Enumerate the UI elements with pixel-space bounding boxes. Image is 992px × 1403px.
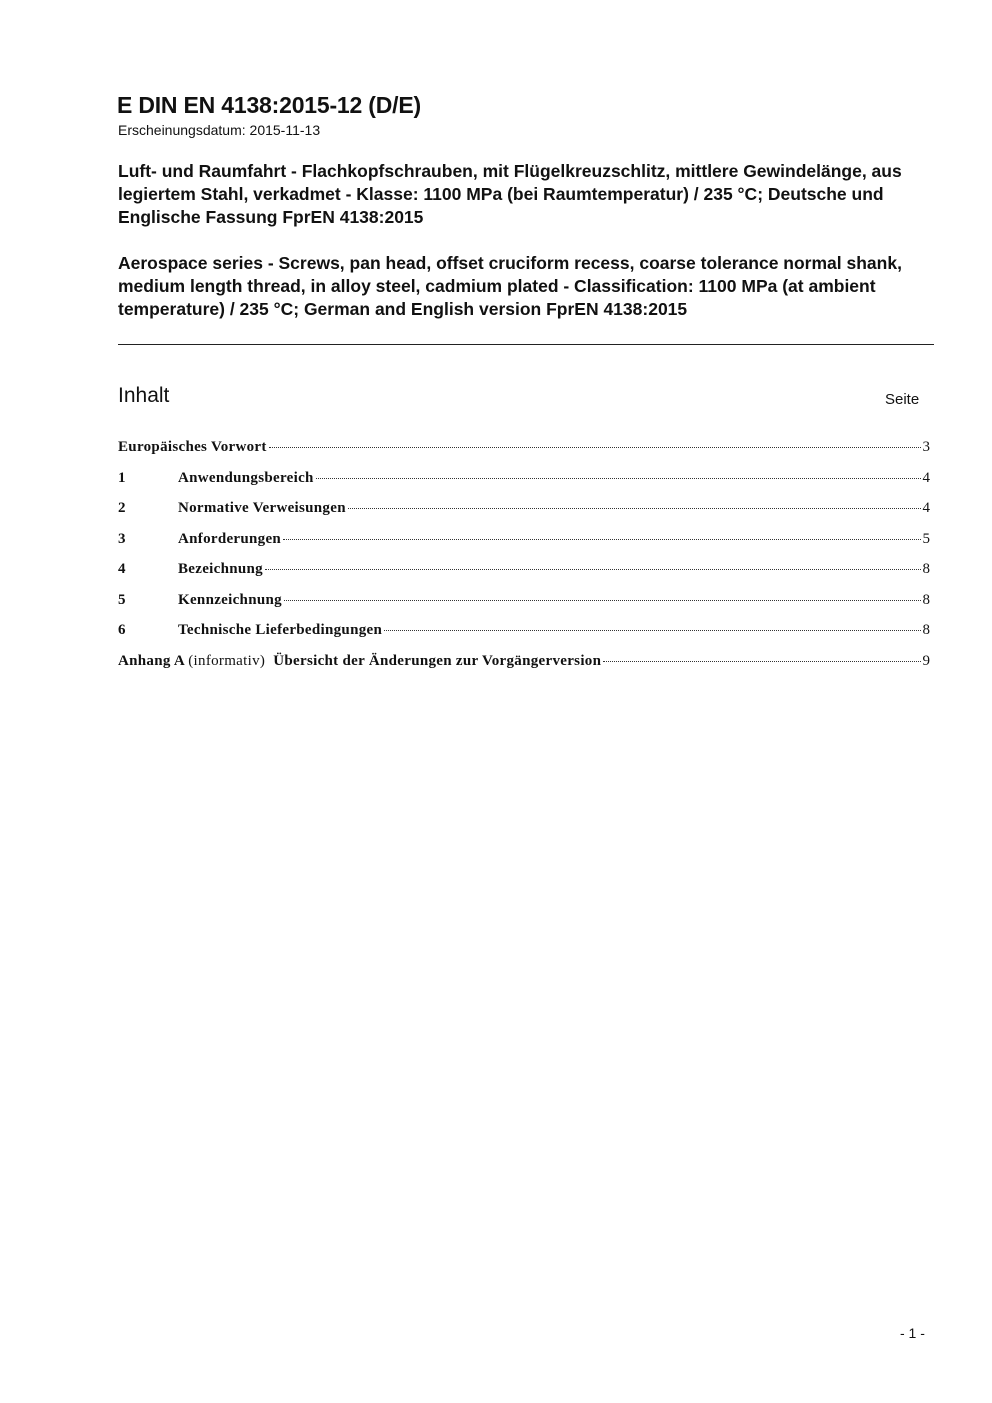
- toc-entry-number: 1: [118, 469, 126, 486]
- annex-title: Übersicht der Änderungen zur Vorgängerversion: [273, 652, 602, 669]
- toc-entry-page: 8: [922, 561, 930, 577]
- toc-entry-number: 4: [118, 561, 126, 577]
- toc-entry-title: Technische Lieferbedingungen: [178, 622, 383, 638]
- toc-entry-title: [118, 653, 601, 670]
- toc-leader-dots: [316, 478, 921, 479]
- toc-entry-page: 8: [922, 591, 930, 608]
- toc-entry-title: Anwendungsbereich: [178, 469, 314, 486]
- annex-type: (informativ): [188, 652, 266, 669]
- toc-entry-foreword[interactable]: [118, 439, 930, 470]
- toc-leader-dots: [348, 508, 921, 509]
- toc-entry-title: Bezeichnung: [178, 561, 263, 577]
- publication-date-label: Erscheinungsdatum:: [118, 122, 246, 138]
- annex-label: Anhang A: [118, 652, 185, 669]
- publication-date: [118, 122, 320, 138]
- toc-entry-title: Kennzeichnung: [178, 591, 282, 608]
- toc-entry-title: Normative Verweisungen: [178, 500, 346, 516]
- toc-entry-number: 3: [118, 530, 126, 547]
- toc-entry-page: 8: [922, 622, 930, 638]
- document-id: E DIN EN 4138:2015-12 (D/E): [117, 92, 421, 118]
- toc-entry-number: 6: [118, 622, 126, 638]
- toc-leader-dots: [283, 539, 920, 540]
- toc-entry-title: Anforderungen: [178, 530, 282, 547]
- toc-leader-dots: [265, 569, 921, 570]
- toc-page-label: Seite: [885, 391, 920, 408]
- table-of-contents: [118, 439, 930, 683]
- toc-entry-designation[interactable]: [118, 561, 930, 592]
- toc-entry-scope[interactable]: [118, 470, 930, 501]
- toc-leader-dots: [603, 661, 920, 662]
- toc-heading: Inhalt: [118, 384, 170, 407]
- toc-entry-page: 5: [922, 530, 930, 547]
- toc-entry-title: Europäisches Vorwort: [118, 439, 267, 455]
- toc-entry-delivery-conditions[interactable]: [118, 622, 930, 653]
- toc-entry-page: 4: [922, 469, 930, 486]
- footer-page-number: - 1 -: [900, 1325, 925, 1341]
- toc-entry-annex-a[interactable]: [118, 653, 930, 684]
- toc-entry-number: 2: [118, 500, 126, 516]
- toc-entry-normative-references[interactable]: [118, 500, 930, 531]
- toc-entry-page: 3: [922, 439, 930, 455]
- toc-leader-dots: [384, 630, 920, 631]
- toc-entry-page: 4: [922, 500, 930, 516]
- title-german: Luft- und Raumfahrt - Flachkopfschrauben, mit Flügelkreuzschlitz, mittlere Gewindelänge, aus legiertem Stahl, verkadmet - Klasse: 1100 MPa (bei Raumtemperatur) / 235 °C; Deutsche und Englische Fassung FprEN 4138:2015: [118, 161, 902, 227]
- toc-entry-page: 9: [922, 652, 930, 669]
- title-english: Aerospace series - Screws, pan head, offset cruciform recess, coarse tolerance normal shank, medium length thread, in alloy steel, cadmium plated - Classification: 1100 MPa (at ambient temperature) / 235 °C; German and English version FprEN 4138:2015: [118, 253, 902, 319]
- toc-entry-marking[interactable]: [118, 592, 930, 623]
- toc-leader-dots: [269, 447, 921, 448]
- header-divider: [118, 344, 934, 345]
- toc-entry-requirements[interactable]: [118, 531, 930, 562]
- publication-date-value: 2015-11-13: [249, 122, 321, 138]
- toc-entry-number: 5: [118, 591, 126, 608]
- toc-leader-dots: [284, 600, 921, 601]
